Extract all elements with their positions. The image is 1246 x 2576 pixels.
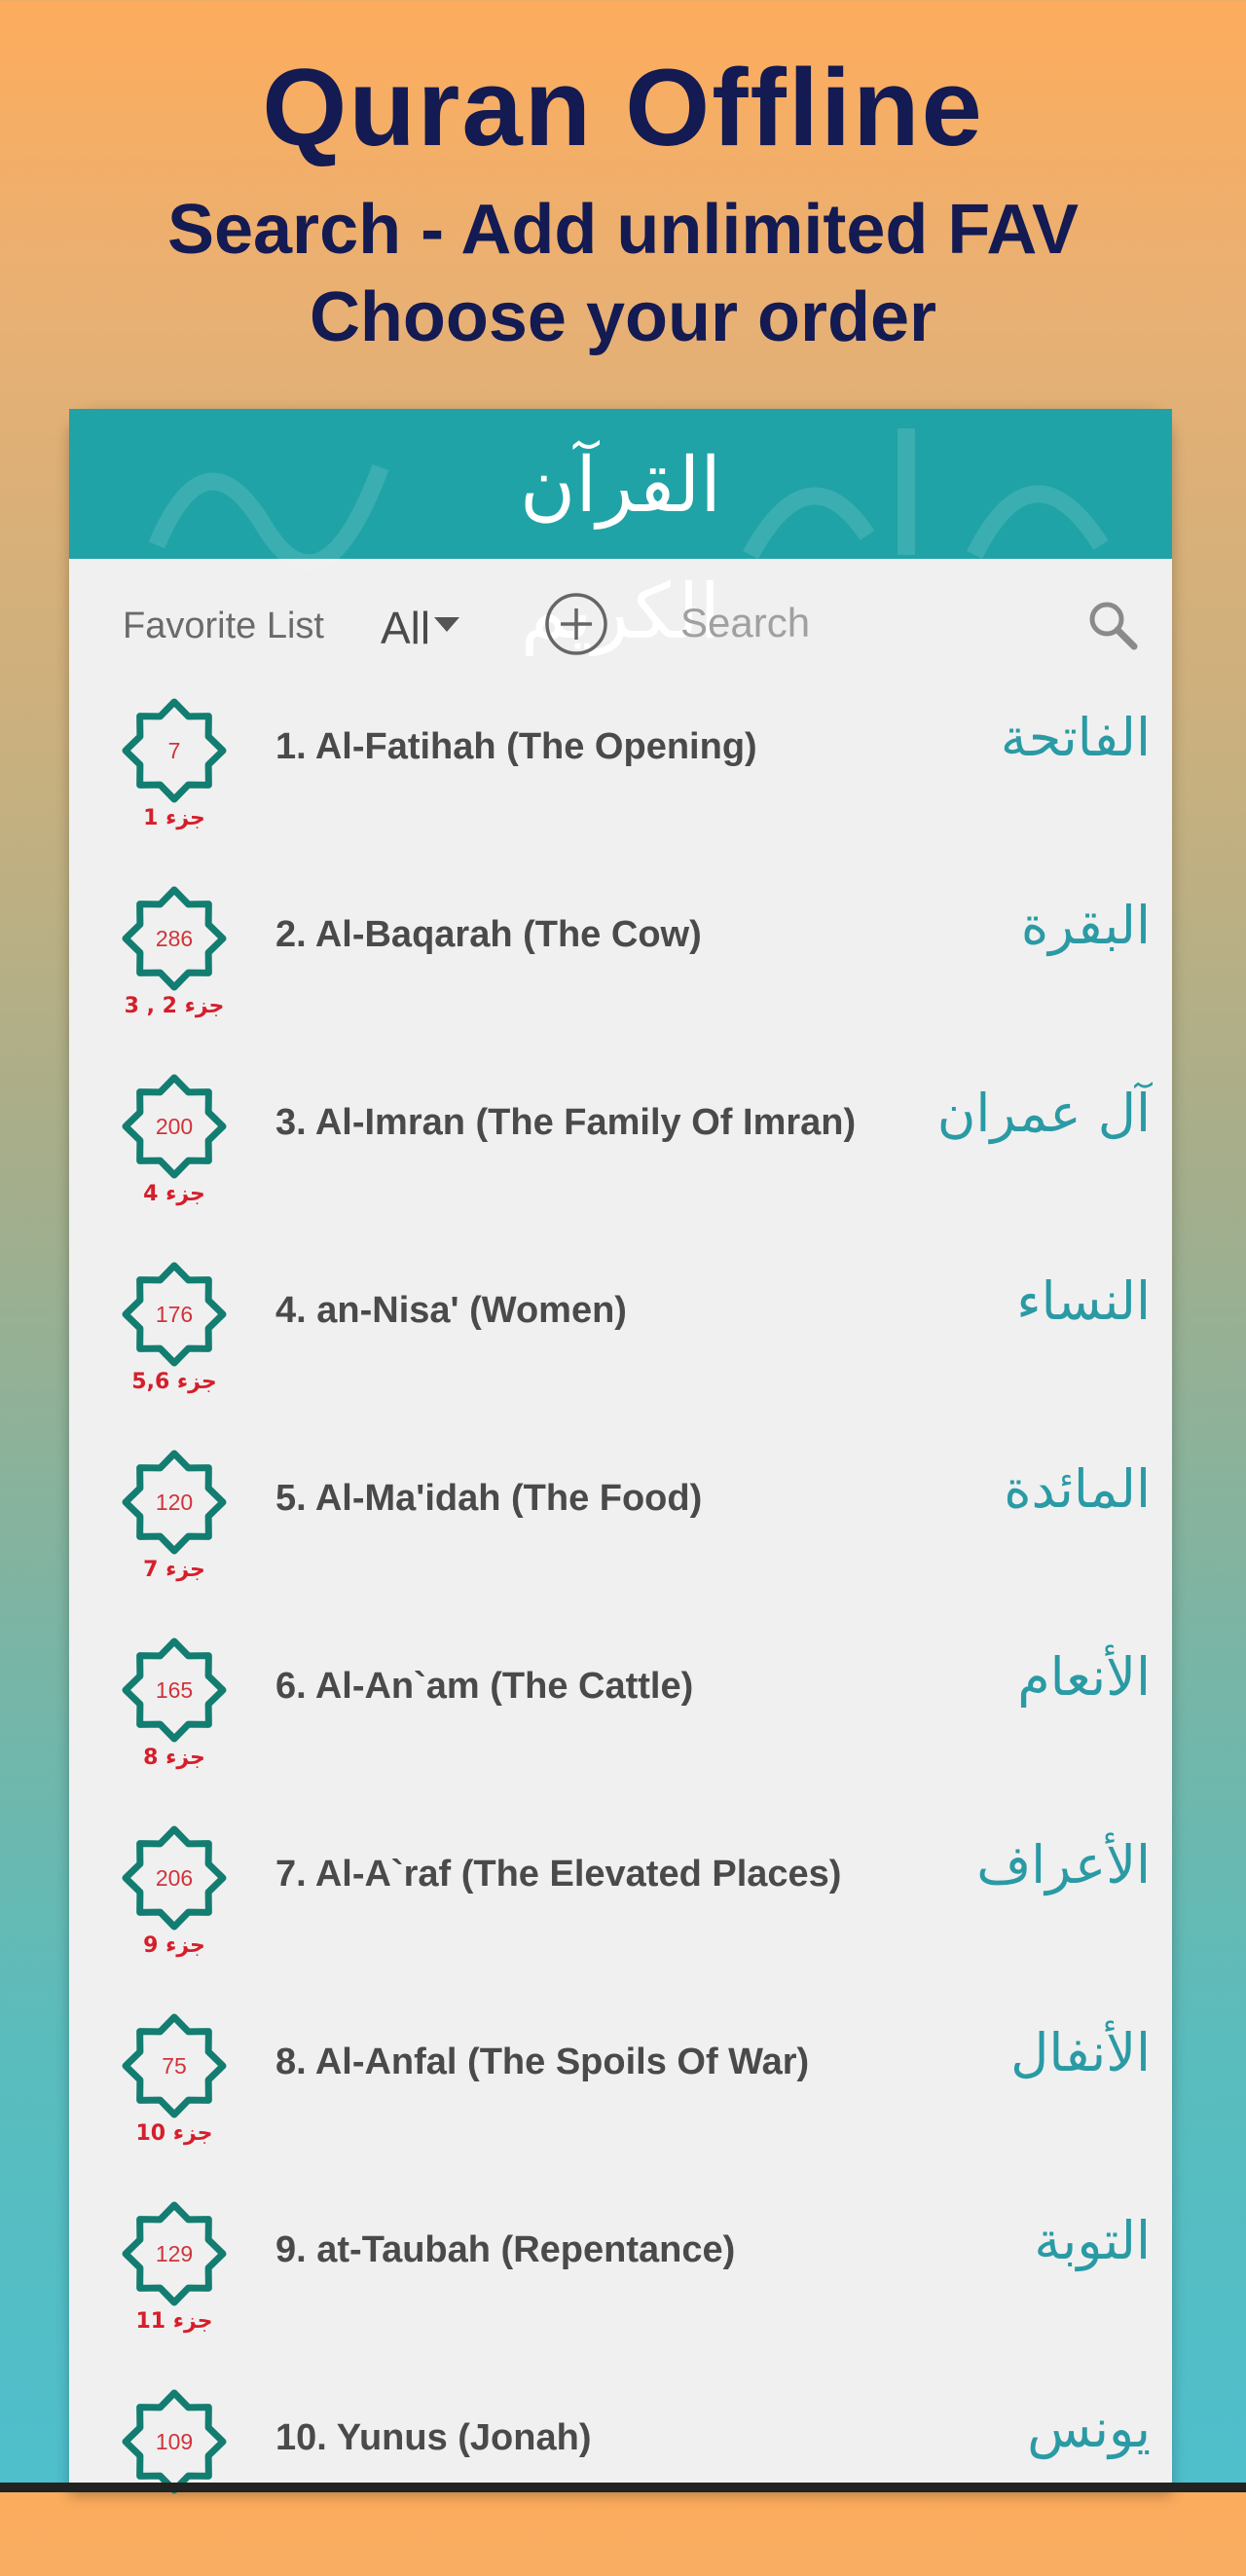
surah-arabic-name: التوبة — [1034, 2210, 1151, 2271]
ayah-count: 129 — [155, 2241, 194, 2266]
surah-title: 10. Yunus (Jonah) — [275, 2417, 592, 2458]
surah-arabic-name: المائدة — [1004, 1458, 1151, 1520]
juz-label: جزء 9 — [143, 1933, 205, 1958]
surah-title: 2. Al-Baqarah (The Cow) — [275, 914, 702, 955]
search-icon[interactable] — [1085, 598, 1140, 652]
chevron-down-icon — [434, 617, 459, 632]
juz-label: جزء 10 — [135, 2121, 213, 2146]
surah-row[interactable] — [69, 697, 1172, 885]
surah-arabic-name: آل عمران — [936, 1083, 1151, 1144]
juz-label: جزء 2 , 3 — [124, 994, 225, 1018]
surah-title: 6. Al-An`am (The Cattle) — [275, 1666, 694, 1707]
surah-row[interactable] — [69, 1261, 1172, 1449]
juz-label: جزء 5,6 — [131, 1370, 217, 1394]
surah-row[interactable] — [69, 2012, 1172, 2200]
favorite-list-label: Favorite List — [123, 606, 324, 646]
search-input[interactable] — [680, 596, 1050, 650]
quran-logo: القرآن الكريم — [520, 442, 721, 656]
surah-arabic-name: الأنفال — [1010, 2022, 1151, 2083]
ayah-count: 120 — [155, 1490, 194, 1515]
juz-label: جزء 8 — [143, 1746, 205, 1770]
surah-row[interactable] — [69, 1449, 1172, 1637]
surah-arabic-name: الأنعام — [1017, 1646, 1151, 1708]
ayah-count: 200 — [155, 1114, 194, 1139]
ayah-count: 165 — [155, 1677, 194, 1703]
surah-title: 4. an-Nisa' (Women) — [275, 1290, 627, 1331]
ayah-count: 109 — [155, 2429, 194, 2454]
surah-arabic-name: النساء — [1016, 1270, 1151, 1332]
surah-arabic-name: الفاتحة — [1000, 707, 1151, 768]
surah-row[interactable] — [69, 1824, 1172, 2012]
promo-title: Quran Offline — [262, 47, 984, 168]
ayah-count: 206 — [155, 1865, 194, 1891]
nav-bar-edge — [0, 2483, 1246, 2492]
ayah-count: 7 — [167, 738, 181, 763]
surah-row[interactable] — [69, 885, 1172, 1073]
surah-arabic-name: الأعراف — [976, 1834, 1151, 1895]
surah-row[interactable] — [69, 2200, 1172, 2388]
surah-arabic-name: يونس — [1027, 2398, 1151, 2459]
surah-title: 8. Al-Anfal (The Spoils Of War) — [275, 2042, 810, 2082]
app-screen — [69, 409, 1172, 2492]
juz-label: جزء 4 — [143, 1182, 205, 1206]
surah-title: 3. Al-Imran (The Family Of Imran) — [275, 1102, 857, 1143]
surah-title: 7. Al-A`raf (The Elevated Places) — [275, 1854, 842, 1895]
ayah-count: 286 — [155, 926, 194, 951]
ayah-count: 75 — [162, 2053, 187, 2079]
juz-label: جزء 1 — [143, 806, 205, 830]
plus-circle-icon[interactable] — [544, 592, 608, 656]
promo-line-1: Search - Add unlimited FAV — [166, 191, 1080, 269]
surah-title: 5. Al-Ma'idah (The Food) — [275, 1478, 703, 1519]
surah-title: 1. Al-Fatihah (The Opening) — [275, 726, 757, 767]
surah-row[interactable] — [69, 1637, 1172, 1824]
toolbar — [69, 559, 1172, 705]
juz-label: جزء 11 — [135, 2309, 213, 2334]
surah-row[interactable] — [69, 1073, 1172, 1261]
ayah-count: 176 — [155, 1302, 194, 1327]
filter-value: All — [381, 603, 431, 653]
surah-arabic-name: البقرة — [1020, 895, 1151, 956]
juz-label: جزء 7 — [143, 1558, 205, 1582]
surah-title: 9. at-Taubah (Repentance) — [275, 2229, 736, 2270]
favorite-filter-dropdown[interactable] — [381, 602, 459, 654]
promo-line-2: Choose your order — [309, 278, 937, 356]
